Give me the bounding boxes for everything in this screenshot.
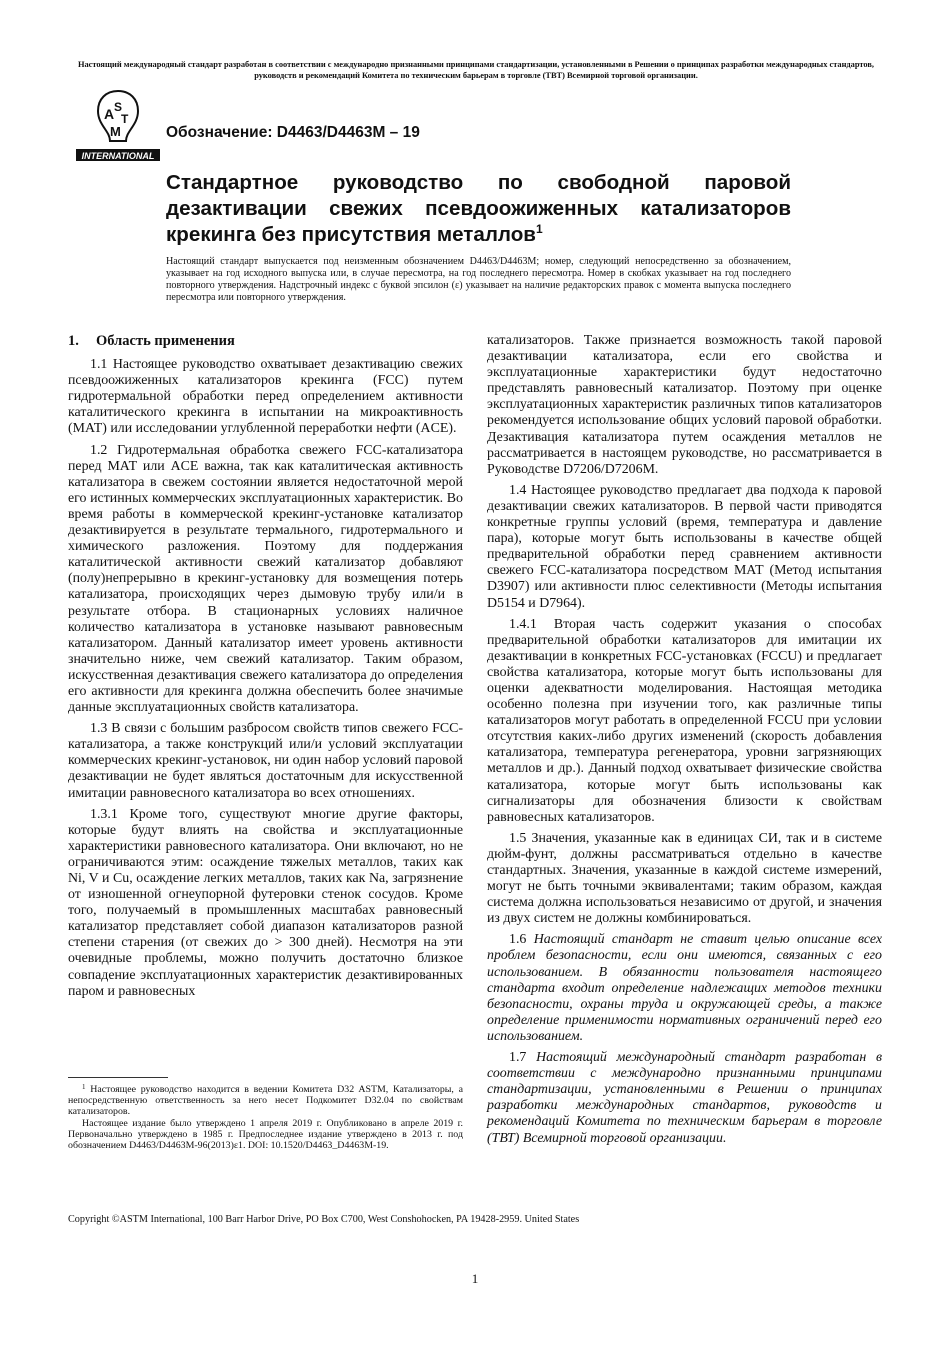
title-footnote-mark: 1 [535,222,543,236]
standard-notice: Настоящий международный стандарт разработан в соответствии с международно признанными принципами стандартизации, установленными в Решении о принципах разработки международных стандартов, руководств и рекомендаций Комитета по техническим барьерам в торговле (ТВТ) Всемирной торговой организации. [77,60,875,80]
paragraph-1-2: 1.2 Гидротермальная обработка свежего FCC-катализатора перед МАТ или ACE важна, так как каталитическая активность катализатора в свежем состоянии является недостаточной мерой его истинных коммерческих эксплуатационных характеристик. Во время работы в коммерческой крекинг-установке катализатор дезактивируется в результате термального, гидротермального и химического разложения. Поэтому для поддержания каталитической активности свежий катализатор добавляют (полу)непрерывно в крекинг-установку для возмещения потерь катализатора, происходящих через дымовую трубу или/и в результате отбора. В стационарных условиях наличное количество катализатора в установке называют равновесным катализатором. Данный катализатор имеет уровень активности значительно ниже, чем свежий катализатор. Таким образом, искусственная дезактивация свежего катализатора до определения его активности для крекинга должна обеспечить более значимые данные эксплуатационных свойств катализатора. [68,442,463,716]
paragraph-1-7-text: Настоящий международный стандарт разработан в соответствии с международно признанными принципами стандартизации, установленными в Решении о принципах разработки международных стандартов, руководств и рекомендаций Комитета по техническим барьерам в торговле (ТВТ) Всемирной торговой организации. [487,1050,882,1146]
section-title: Область применения [96,333,235,349]
paragraph-1-6-number: 1.6 [509,932,527,948]
issue-note: Настоящий стандарт выпускается под неизменным обозначением D4463/D4463M; номер, следующий непосредственно за обозначением, указывает на год исходного выпуска или, в случае пересмотра, на год последнего пересмотра. Номер в скобках указывает на год последнего повторного утверждения. Надстрочный индекс с буквой эпсилон (ε) указывает на наличие редакторских правок с момента выпуска последнего пересмотра или повторного утверждения. [166,256,791,303]
section-number: 1. [68,333,79,349]
footnote-text-1: Настоящее руководство находится в ведении Комитета D32 ASTM, Катализаторы, а непосредственную ответственность за него несет Подкомитет D32.04 по свойствам катализаторов. [68,1084,464,1118]
footnote-mark: 1 [82,1083,86,1091]
footnote-divider [68,1077,168,1078]
astm-logo-icon [76,89,160,163]
svg-text:M: M [110,124,121,139]
paragraph-1-7 [487,1050,882,1147]
footnote-line-1 [68,1084,463,1118]
page-number: 1 [471,1271,479,1286]
right-column [487,333,882,1147]
logo-text: INTERNATIONAL [81,151,155,161]
left-column [68,333,463,1000]
paragraph-1-3-1-continued: катализаторов. Также признается возможность такой паровой дезактивации катализатора, если его свойства и эксплуатационные характеристики будут недостаточно представлять равновесный катализатор. Поэтому при оценке эксплуатационных характеристик различных типов катализаторов рекомендуется использование общих условий паровой обработки. Дезактивация катализатора путем осаждения металлов не рассматривается в настоящем руководстве, но рассматривается в Руководстве D7206/D7206M. [487,333,882,477]
paragraph-1-3-1: 1.3.1 Кроме того, существуют многие другие факторы, которые будут влиять на свойства и эксплуатационные характеристики равновесного катализатора. Они включают, но не ограничиваются этим: осаждение тяжелых металлов, таких как Ni, V и Cu, осаждение легких металлов, таких как Na, загрязнение от изношенной огнеупорной футеровки стенок сосудов. Кроме того, получаемый в промышленных масштабах равновесный катализатор представляет собой диапазон катализаторов разной степени старения (от свежих до > 300 дней). Несмотря на эти очевидные проблемы, можно получить достаточно близкое совпадение эксплуатационных характеристик дезактивированных паром и равновесных [68,806,463,999]
paragraph-1-4: 1.4 Настоящее руководство предлагает два подхода к паровой дезактивации свежих катализаторов. В первой части приводятся конкретные группы условий (время, температура и давление пара), которые могут быть использованы в качестве общей предварительной обработки перед сравнением активности свежего FCC-катализатора посредством МАТ (Метод испытания D3907) или активности плюс селективности (Методы испытания D5154 и D7964). [487,482,882,611]
designation: Обозначение: D4463/D4463M – 19 [166,124,420,141]
page-title [166,170,791,248]
paragraph-1-6-text: Настоящий стандарт не ставит целью описание всех проблем безопасности, если они имеются, связанных с его использованием. В обязанности пользователя настоящего стандарта входит определение надлежащих методов техники безопасности, охраны труда и окружающей среды, а также определение применимости нормативных ограничений перед его использованием. [487,932,882,1044]
paragraph-1-3: 1.3 В связи с большим разбросом свойств типов свежего FCC-катализатора, а также конструкций или/и условий эксплуатации коммерческих крекинг-установок, ни один набор условий паровой дезактивации не будет являться достаточным для искусственной имитации равновесного катализатора во всех отношениях. [68,721,463,801]
svg-text:T: T [121,112,129,126]
paragraph-1-7-number: 1.7 [509,1050,527,1066]
astm-logo [76,89,160,163]
paragraph-1-4-1: 1.4.1 Вторая часть содержит указания о способах предварительной обработки катализаторов для имитации их дезактивации в конкретных FCC-установках (FCCU) и предлагает свойства катализатора, которые могут быть использованы для оценки адекватности моделирования. Настоящая методика особенно полезна при изучении того, как различные типы катализаторов могут работать в определенной FCCU при условии отсутствия каких-либо других изменений (скорость добавления катализатора, температура регенератора, уровни загрязняющих металлов и др.). Данный подход охватывает физические свойства катализатора, которые могут быть использованы как сигнализаторы для обозначения близости к свойствам равновесных катализаторов. [487,616,882,825]
section-heading [68,333,463,349]
svg-text:A: A [104,106,115,122]
copyright: Copyright ©ASTM International, 100 Barr Harbor Drive, PO Box C700, West Conshohocken, PA 19428-2959. United States [68,1214,580,1225]
paragraph-1-6 [487,932,882,1045]
paragraph-1-5: 1.5 Значения, указанные как в единицах СИ, так и в системе дюйм-фунт, должны рассматриваться отдельно в качестве стандартных. Значения, указанные в каждой системе измерений, могут не быть точными эквивалентами; таким образом, каждая система должна использоваться независимо от другой, и значения из двух систем не должны комбинироваться. [487,830,882,927]
footnote-line-2: Настоящее издание было утверждено 1 апреля 2019 г. Опубликовано в апреле 2019 г. Первоначально утверждено в 1985 г. Предпоследнее издание утверждено в 2013 г. под обозначением D4463/D4463M-96(2013)ε1. DOI: 10.1520/D4463_D4463M-19. [68,1117,463,1152]
paragraph-1-1: 1.1 Настоящее руководство охватывает дезактивацию свежих псевдоожиженных катализаторов крекинга (FCC) путем гидротермальной обработки перед определением активности каталитического крекинга в испытании на микроактивность (МАТ) или исследовании углубленной переработки нефти (ACE). [68,357,463,437]
footnote [68,1084,463,1151]
svg-text:S: S [114,100,123,114]
title-text: Стандартное руководство по свободной паровой дезактивации свежих псевдоожиженных катализаторов крекинга без присутствия металлов [166,171,791,246]
